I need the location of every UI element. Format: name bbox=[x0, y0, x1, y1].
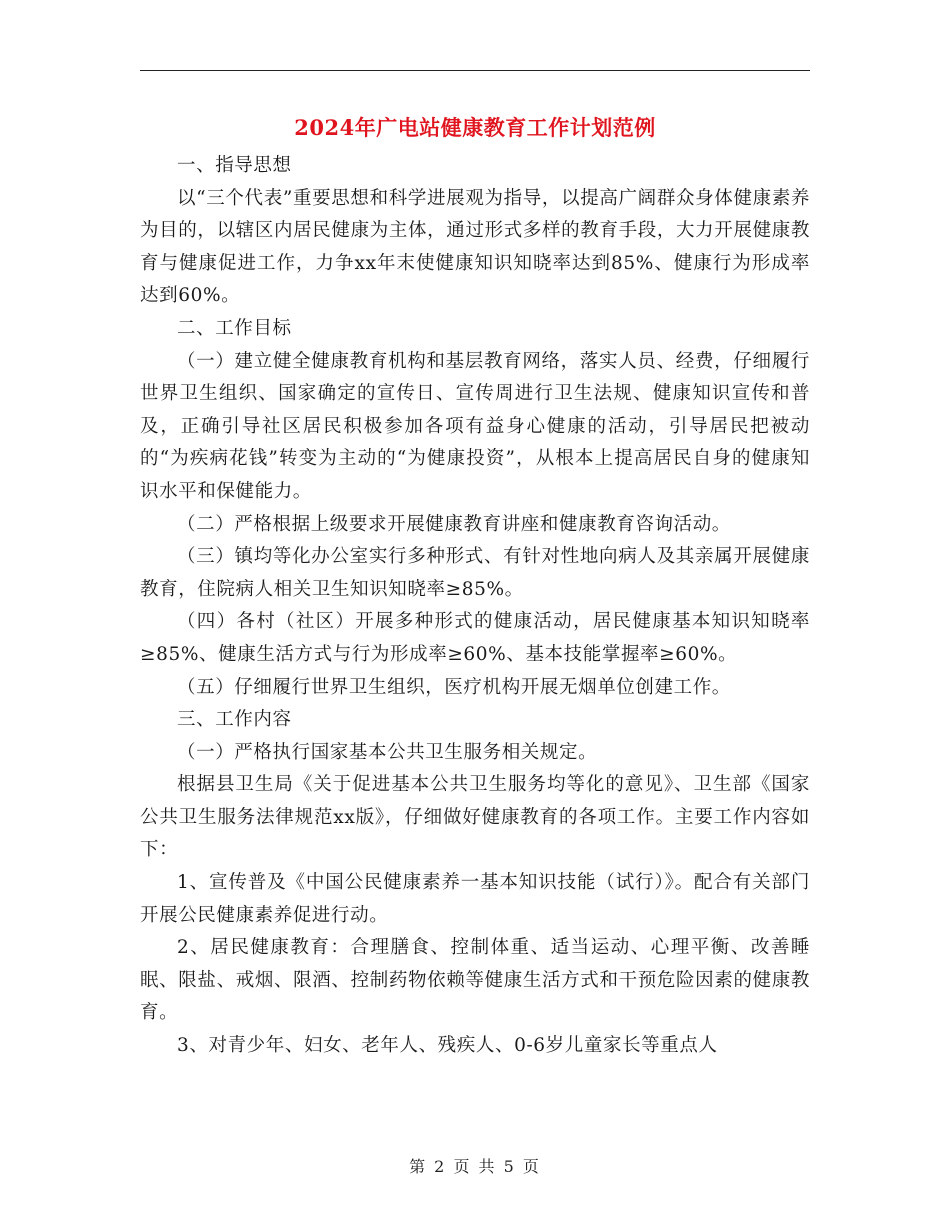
section-heading-work-content: 三、工作内容 bbox=[177, 709, 292, 731]
page-number: 第 2 页 共 5 页 bbox=[409, 1157, 541, 1176]
goal-item-5: （五）仔细履行世界卫生组织，医疗机构开展无烟单位创建工作。 bbox=[177, 676, 731, 698]
content-point-1: 1、宣传普及《中国公民健康素养一基本知识技能（试行）》。配合有关部门开展公民健康素养促进行动。 bbox=[140, 872, 810, 926]
content-point-2: 2、居民健康教育：合理膳食、控制体重、适当运动、心理平衡、改善睡眠、限盐、戒烟、限酒、控制药物依赖等健康生活方式和干预危险因素的健康教育。 bbox=[140, 937, 810, 1024]
goal-item-4: （四）各村（社区）开展多种形式的健康活动，居民健康基本知识知晓率≥85%、健康生活方式与行为形成率≥60%、基本技能掌握率≥60%。 bbox=[140, 611, 810, 665]
content-point-3: 3、对青少年、妇女、老年人、残疾人、0-6岁儿童家长等重点人 bbox=[177, 1035, 718, 1057]
section-heading-work-goals: 二、工作目标 bbox=[177, 317, 292, 339]
goal-item-2: （二）严格根据上级要求开展健康教育讲座和健康教育咨询活动。 bbox=[177, 513, 731, 535]
section-heading-guiding-ideology: 一、指导思想 bbox=[177, 155, 292, 176]
goal-item-3: （三）镇均等化办公室实行多种形式、有针对性地向病人及其亲属开展健康教育，住院病人相关卫生知识知晓率≥85%。 bbox=[140, 546, 810, 600]
document-title: 2024年广电站健康教育工作计划范例 bbox=[294, 115, 656, 140]
paragraph-regulations: 根据县卫生局《关于促进基本公共卫生服务均等化的意见》、卫生部《国家公共卫生服务法律规范xx版》，仔细做好健康教育的各项工作。主要工作内容如下： bbox=[140, 774, 810, 861]
document-body bbox=[140, 150, 810, 1063]
goal-item-1: （一）建立健全健康教育机构和基层教育网络，落实人员、经费，仔细履行世界卫生组织、国家确定的宣传日、宣传周进行卫生法规、健康知识宣传和普及，正确引导社区居民积极参加各项有益身心健康的活动，引导居民把被动的“为疾病花钱”转变为主动的“为健康投资”，从根本上提高居民自身的健康知识水平和保健能力。 bbox=[140, 350, 810, 502]
header-rule bbox=[140, 70, 810, 71]
paragraph-guiding-ideology: 以“三个代表”重要思想和科学进展观为指导，以提高广阔群众身体健康素养为目的，以辖区内居民健康为主体，通过形式多样的教育手段，大力开展健康教育与健康促进工作，力争xx年末使健康知识知晓率达到85%、健康行为形成率达到60%。 bbox=[140, 187, 810, 307]
content-item-1: （一）严格执行国家基本公共卫生服务相关规定。 bbox=[177, 741, 598, 763]
